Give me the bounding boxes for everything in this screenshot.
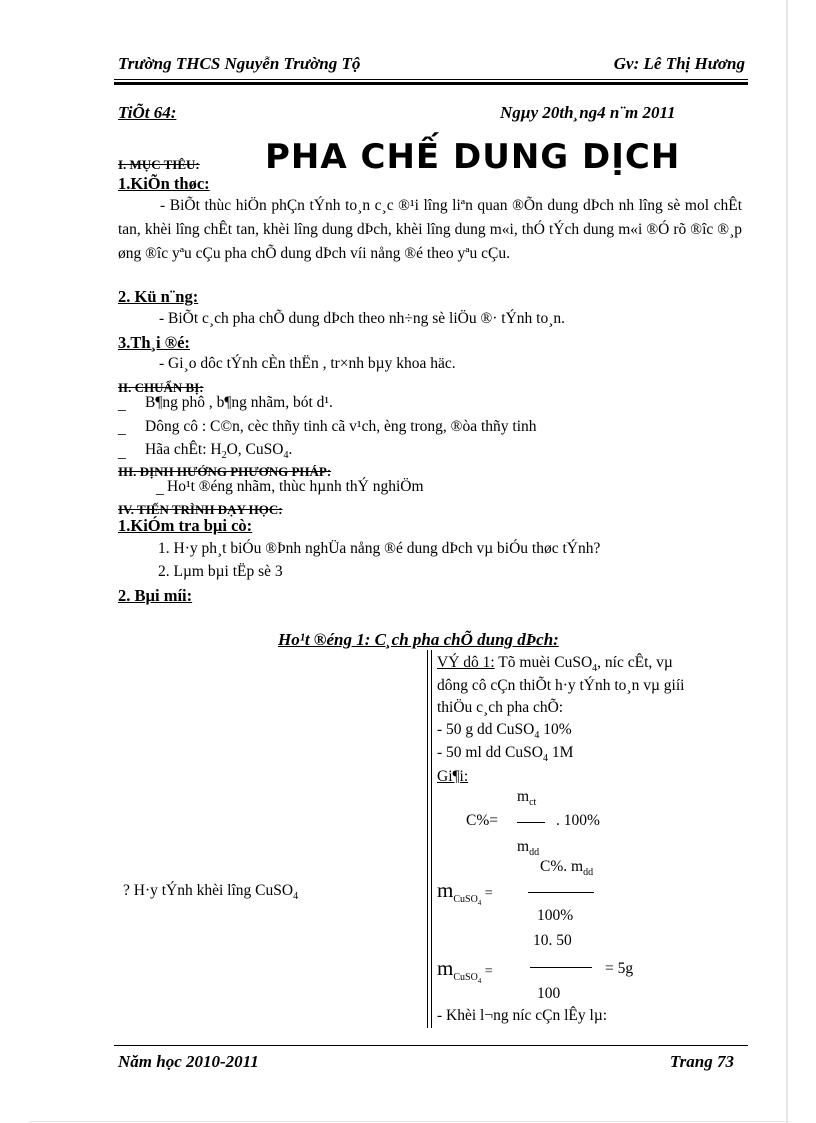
skill-text: - BiÕt c¸ch pha chÕ dung dÞch theo nh÷ng sè liÖu ®· tÝnh to¸n. [159,310,565,327]
method-heading: III. ĐỊNH HƯỚNG PHƯƠNG PHÁP: [118,464,332,479]
footer-page: Trang 73 [669,1052,734,1071]
f1-rhs: . 100% [556,812,600,829]
objectives-heading: I. MỤC TIÊU: [118,157,200,172]
table-divider-right [431,650,432,1028]
solution-label: Gi¶i: [437,768,469,785]
water-line: - Khèi l¬ng níc cÇn lÊy lµ: [437,1007,608,1024]
attitude-heading: 3.Th¸i ®é: [118,333,190,352]
table-divider-left [427,650,428,1028]
prep-bullet-3: _ [118,444,126,461]
page-title: PHA CHẾ DUNG DỊCH [265,137,681,177]
check-item-1: 1. H·y ph¸t biÓu ®Þnh nghÜa nång ®é dung dÞch vµ biÓu thøc tÝnh? [158,540,601,557]
page-edge-bottom [30,1121,790,1122]
method-bullet: _ [156,480,164,497]
activity-heading: Ho¹t ®éng 1: C¸ch pha chÕ dung dÞch: [278,630,559,649]
f3-numerator: 10. 50 [533,932,572,949]
example-line-1: VÝ dô 1: Tõ muèi CuSO$_4$, níc cÊt, vµ [437,654,673,675]
f2-fraction-bar [528,892,594,893]
attitude-text: - Gi¸o dôc tÝnh cÈn thËn , tr×nh bµy khoa häc. [159,355,456,372]
knowledge-heading: 1.KiÕn thøc: [118,174,210,193]
f3-rhs: = 5g [605,960,634,977]
skill-heading: 2. Kü n¨ng: [118,287,199,306]
page-edge-right [786,0,788,1123]
f3-lhs: $m_{CuSO_4}$ = [437,956,493,986]
left-question: ? H·y tÝnh khèi lîng CuSO$_4$ [123,882,299,903]
prep-item-2: Dông cô : C©n, cèc thñy tinh cã v¹ch, èng trong, ®òa thñy tinh [145,418,537,435]
f3-fraction-bar [530,967,592,968]
f2-denominator: 100% [537,907,574,924]
example-line-2: dông cô cÇn thiÕt h·y tÝnh to¸n vµ giíi [437,677,685,694]
header-teacher: Gv: Lê Thị Hương [613,54,745,73]
header-school: Trường THCS Nguyễn Trường Tộ [118,54,361,73]
lesson-date: Ngµy 20th¸ng4 n¨m 2011 [500,103,676,122]
prep-heading: II. CHUẨN BỊ: [118,380,204,395]
header-rule-thin [114,79,748,80]
footer-rule [114,1045,748,1046]
f1-denominator: $m_{dd}$ [517,838,540,859]
prep-bullet-1: _ [118,396,126,413]
example-item-2: - 50 ml dd CuSO$_4$ 1M [437,744,574,765]
f3-denominator: 100 [537,985,561,1002]
example-line-3: thiÖu c¸ch pha chÕ: [437,699,564,716]
example-label: VÝ dô 1: [437,654,495,671]
f2-lhs: $m_{CuSO_4}$ = [437,878,493,908]
prep-item-1: B¶ng phô , b¶ng nhãm, bót d¹. [145,394,333,411]
f2-numerator: C%. $m_{dd}$ [540,858,594,879]
footer-year: Năm học 2010-2011 [118,1052,259,1071]
knowledge-text: - BiÕt thùc hiÖn phÇn tÝnh to¸n c¸c ®¹i lîng liªn quan ®Õn dung dÞch nh lîng sè mol chÊt tan, khèi lîng chÊt tan, khèi lîng dung dÞch, khèi lîng dung m«i, thÓ tÝch dung m«i ®Ó rõ ®îc ®¸p øng ®îc yªu cÇu pha chÕ dung dÞch víi nång ®é theo yªu cÇu. [118,197,742,262]
process-heading: IV. TIẾN TRÌNH DẠY HỌC: [118,502,283,517]
f1-fraction-bar [517,822,545,823]
f1-lhs: C%= [466,812,498,829]
method-text: Ho¹t ®éng nhãm, thùc hµnh thÝ nghiÖm [167,478,424,495]
new-lesson-heading: 2. Bµi míi: [118,586,193,605]
check-heading: 1.KiÓm tra bµi cò: [118,516,253,535]
header-rule-thick [114,82,748,85]
example-item-1: - 50 g dd CuSO$_4$ 10% [437,721,572,742]
f1-numerator: $m_{ct}$ [517,788,537,809]
prep-bullet-2: _ [118,420,126,437]
lesson-number: TiÕt 64: [118,103,177,122]
check-item-2: 2. Lµm bµi tËp sè 3 [158,563,283,580]
prep-item-3: Hãa chÊt: $H_2O$, CuSO$_4$. [145,441,293,462]
